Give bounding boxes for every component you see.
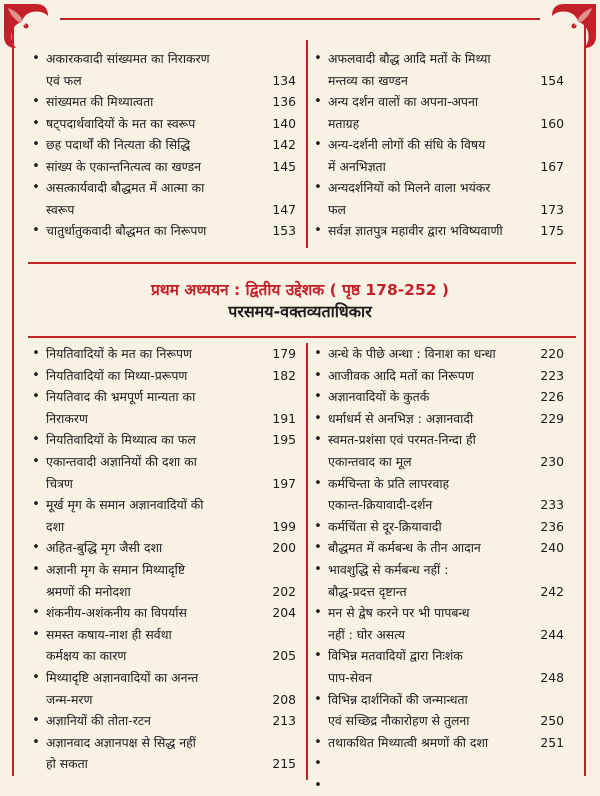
toc-entry-title: अन्य-दर्शनी लोगों की संधि के विषय bbox=[328, 137, 486, 152]
toc-entry-title: अज्ञानवादियों के कुतर्क bbox=[328, 389, 430, 405]
toc-entry-page: 226 bbox=[540, 389, 564, 405]
toc-entry-title: अकारकवादी सांख्यमत का निराकरण bbox=[46, 51, 210, 66]
bullet-icon: • bbox=[314, 346, 322, 361]
section-separator bbox=[28, 262, 576, 264]
toc-entry-title: समस्त कषाय-नाश ही सर्वथा bbox=[46, 626, 172, 642]
toc-entry-title: दशा bbox=[46, 518, 65, 534]
toc-entry-title: अन्यदर्शनियों को मिलने वाला भयंकर bbox=[328, 180, 491, 195]
bullet-icon: • bbox=[314, 778, 322, 793]
toc-entry-page: 200 bbox=[272, 540, 296, 556]
toc-entry-title: एकान्तवाद का मूल bbox=[328, 454, 412, 469]
bullet-icon: • bbox=[314, 518, 322, 534]
top-column-divider bbox=[306, 40, 308, 248]
toc-entry-title: मूर्ख मृग के समान अज्ञानवादियों की bbox=[46, 497, 204, 513]
toc-entry-title: मिथ्यादृष्टि अज्ञानवादियों का अनन्त bbox=[46, 670, 199, 685]
toc-entry-title: पाप-सेवन bbox=[328, 670, 372, 685]
corner-ornament-left-icon bbox=[2, 2, 50, 50]
toc-entry-title: एकान्तवादी अज्ञानियों की दशा का bbox=[46, 454, 197, 469]
toc-entry-page: 233 bbox=[540, 497, 564, 513]
bullet-icon: • bbox=[32, 158, 40, 174]
toc-entry-page: 136 bbox=[272, 94, 296, 109]
toc-entry-title: नियतिवादियों के मिथ्यात्व का फल bbox=[46, 432, 196, 448]
toc-entry-title: भावशुद्धि से कर्मबन्ध नहीं : bbox=[328, 562, 449, 577]
toc-entry-page: 223 bbox=[540, 367, 564, 383]
bullet-icon: • bbox=[314, 367, 322, 383]
toc-entry-page: 205 bbox=[272, 648, 296, 664]
toc-entry-title: अज्ञानी मृग के समान मिथ्यादृष्टि bbox=[46, 562, 186, 577]
bullet-icon: • bbox=[314, 605, 322, 621]
toc-entry-title: असत्कार्यवादी बौद्धमत में आत्मा का bbox=[46, 180, 205, 195]
toc-entry-title: बौद्धमत में कर्मबन्ध के तीन आदान bbox=[328, 540, 481, 556]
toc-entry-page: 160 bbox=[540, 115, 564, 131]
toc-entry-page: 179 bbox=[272, 346, 296, 361]
bullet-icon: • bbox=[314, 691, 322, 707]
toc-entry-title: बौद्ध-प्रदत्त दृष्टान्त bbox=[328, 583, 407, 599]
toc-entry-title: एवं फल bbox=[46, 72, 82, 88]
bullet-icon: • bbox=[314, 389, 322, 405]
bullet-icon: • bbox=[32, 223, 40, 238]
toc-entry-page: 251 bbox=[540, 734, 564, 750]
toc-entry-title: स्वमत-प्रशंसा एवं परमत-निन्दा ही bbox=[328, 432, 476, 448]
bullet-icon: • bbox=[314, 410, 322, 426]
toc-entry-page: 215 bbox=[272, 756, 296, 772]
toc-entry-page: 191 bbox=[272, 410, 296, 426]
toc-entry-title: कर्मचिंता से दूर-क्रियावादी bbox=[328, 518, 442, 534]
toc-entry-title: विभिन्न मतवादियों द्वारा निःशंक bbox=[328, 648, 463, 664]
bullet-icon: • bbox=[32, 367, 40, 383]
toc-entry-page: 202 bbox=[272, 583, 296, 599]
toc-entry-page: 208 bbox=[272, 691, 296, 707]
toc-entry-page: 213 bbox=[272, 713, 296, 729]
bullet-icon: • bbox=[32, 562, 40, 577]
toc-entry-page: 250 bbox=[540, 713, 564, 729]
corner-ornament-right-icon bbox=[550, 2, 598, 50]
toc-entry-title: तथाकथित मिथ्यात्वी श्रमणों की दशा bbox=[328, 734, 489, 750]
bullet-icon: • bbox=[314, 223, 322, 238]
toc-entry-page: 142 bbox=[272, 137, 296, 152]
bullet-icon: • bbox=[32, 180, 40, 195]
bullet-icon: • bbox=[32, 670, 40, 685]
toc-entry-page: 140 bbox=[272, 115, 296, 131]
toc-entry-page: 204 bbox=[272, 605, 296, 621]
toc-entry-page: 173 bbox=[540, 201, 564, 217]
toc-entry-page: 195 bbox=[272, 432, 296, 448]
toc-entry-title: षट्पदार्थवादियों के मत का स्वरूप bbox=[46, 115, 196, 131]
toc-entry-title: विभिन्न दार्शनिकों की जन्मान्धता bbox=[328, 691, 468, 707]
toc-entry-title: में अनभिज्ञता bbox=[328, 158, 386, 174]
bullet-icon: • bbox=[314, 432, 322, 448]
bullet-icon: • bbox=[32, 115, 40, 131]
toc-entry-title: आजीवक आदि मतों का निरूपण bbox=[328, 367, 474, 383]
toc-entry-title: नहीं : घोर असत्य bbox=[328, 626, 405, 642]
toc-entry-page: 242 bbox=[540, 583, 564, 599]
toc-entry-title: शंकनीय-अशंकनीय का विपर्यास bbox=[46, 605, 187, 621]
toc-entry-title: धर्माधर्म से अनभिज्ञ : अज्ञानवादी bbox=[328, 410, 474, 426]
toc-entry-title: अहित-बुद्धि मृग जैसी दशा bbox=[46, 540, 163, 556]
bullet-icon: • bbox=[32, 94, 40, 109]
toc-entry-title: चित्रण bbox=[46, 475, 73, 491]
bullet-icon: • bbox=[32, 734, 40, 750]
toc-entry-page: 240 bbox=[540, 540, 564, 556]
toc-entry-page: 134 bbox=[272, 72, 296, 88]
toc-entry-title: नियतिवाद की भ्रमपूर्ण मान्यता का bbox=[46, 389, 196, 405]
toc-entry-title: चातुर्धातुकवादी बौद्धमत का निरूपण bbox=[46, 223, 207, 238]
toc-entry-page: 182 bbox=[272, 367, 296, 383]
toc-entry-page: 197 bbox=[272, 475, 296, 491]
bullet-icon: • bbox=[314, 180, 322, 195]
toc-entry-page: 199 bbox=[272, 518, 296, 534]
toc-entry-title: सर्वज्ञ ज्ञातपुत्र महावीर द्वारा भविष्यवाणी bbox=[328, 223, 503, 238]
section-heading: प्रथम अध्ययन : द्वितीय उद्देशक ( पृष्ठ 178-252 ) bbox=[150, 281, 450, 299]
toc-entry-page: 248 bbox=[540, 670, 564, 685]
heading-underline bbox=[28, 336, 576, 338]
bullet-icon: • bbox=[314, 137, 322, 152]
toc-entry-title: श्रमणों की मनोदशा bbox=[46, 583, 131, 599]
toc-entry-title: सांख्य के एकान्तनित्यत्व का खण्डन bbox=[46, 158, 202, 174]
toc-entry-title: नियतिवादियों का मिथ्या-प्ररूपण bbox=[46, 367, 188, 383]
toc-entry-title: अफलवादी बौद्ध आदि मतों के मिथ्या bbox=[328, 51, 491, 66]
bullet-icon: • bbox=[314, 734, 322, 750]
toc-entry-page: 167 bbox=[540, 158, 564, 174]
toc-entry-title: कर्मक्षय का कारण bbox=[46, 648, 127, 664]
toc-entry-title: अज्ञानवाद अज्ञानपक्ष से सिद्ध नहीं bbox=[46, 734, 196, 750]
bullet-icon: • bbox=[32, 432, 40, 448]
toc-entry-page: 236 bbox=[540, 518, 564, 534]
bullet-icon: • bbox=[314, 540, 322, 556]
top-border-line bbox=[60, 18, 540, 20]
bullet-icon: • bbox=[32, 389, 40, 405]
bullet-icon: • bbox=[32, 51, 40, 66]
bullet-icon: • bbox=[32, 540, 40, 556]
toc-entry-title: फल bbox=[328, 201, 346, 217]
bullet-icon: • bbox=[32, 605, 40, 621]
bullet-icon: • bbox=[32, 454, 40, 469]
toc-entry-page: 220 bbox=[540, 346, 564, 361]
bullet-icon: • bbox=[32, 497, 40, 513]
toc-entry-page: 145 bbox=[272, 158, 296, 174]
toc-entry-title: मताग्रह bbox=[328, 115, 360, 131]
bullet-icon: • bbox=[32, 137, 40, 152]
toc-entry-title: एकान्त-क्रियावादी-दर्शन bbox=[328, 497, 433, 513]
bullet-icon: • bbox=[314, 94, 322, 109]
toc-entry-page: 230 bbox=[540, 454, 564, 469]
toc-entry-title: एवं सच्छिद्र नौकारोहण से तुलना bbox=[328, 713, 470, 729]
bullet-icon: • bbox=[314, 475, 322, 491]
toc-entry-title: सांख्यमत की मिथ्यात्वता bbox=[46, 94, 154, 109]
toc-entry-title: जन्म-मरण bbox=[46, 691, 93, 707]
toc-entry-title: अज्ञानियों की तोता-रटन bbox=[46, 713, 151, 729]
bottom-column-divider bbox=[306, 343, 308, 780]
toc-entry-title: मन से द्वेष करने पर भी पापबन्ध bbox=[328, 605, 470, 621]
toc-entry-title: कर्मचिन्ता के प्रति लापरवाह bbox=[328, 475, 450, 491]
bullet-icon: • bbox=[314, 562, 322, 577]
toc-entry-page: 154 bbox=[540, 72, 564, 88]
toc-entry-title: हो सकता bbox=[46, 756, 88, 772]
bullet-icon: • bbox=[314, 648, 322, 664]
toc-entry-title: नियतिवादियों के मत का निरूपण bbox=[46, 346, 193, 361]
toc-entry-title: निराकरण bbox=[46, 410, 88, 426]
bullet-icon: • bbox=[32, 713, 40, 729]
toc-entry-page: 175 bbox=[540, 223, 564, 238]
toc-entry-title: अन्धे के पीछे अन्धा : विनाश का धन्धा bbox=[328, 346, 496, 361]
bullet-icon: • bbox=[32, 626, 40, 642]
toc-entry-page: 244 bbox=[540, 626, 564, 642]
toc-entry-title: अन्य दर्शन वालों का अपना-अपना bbox=[328, 94, 479, 109]
toc-entry-page: 229 bbox=[540, 410, 564, 426]
bullet-icon: • bbox=[314, 756, 322, 772]
bullet-icon: • bbox=[32, 346, 40, 361]
toc-entry-title: स्वरूप bbox=[46, 201, 75, 217]
section-subheading: परसमय-वक्तव्यताधिकार bbox=[228, 302, 372, 321]
toc-entry-title: छह पदार्थों की नित्यता की सिद्धि bbox=[46, 137, 191, 152]
bullet-icon: • bbox=[314, 51, 322, 66]
toc-entry-page: 153 bbox=[272, 223, 296, 238]
toc-entry-title: मन्तव्य का खण्डन bbox=[328, 72, 408, 88]
toc-entry-page: 147 bbox=[272, 201, 296, 217]
